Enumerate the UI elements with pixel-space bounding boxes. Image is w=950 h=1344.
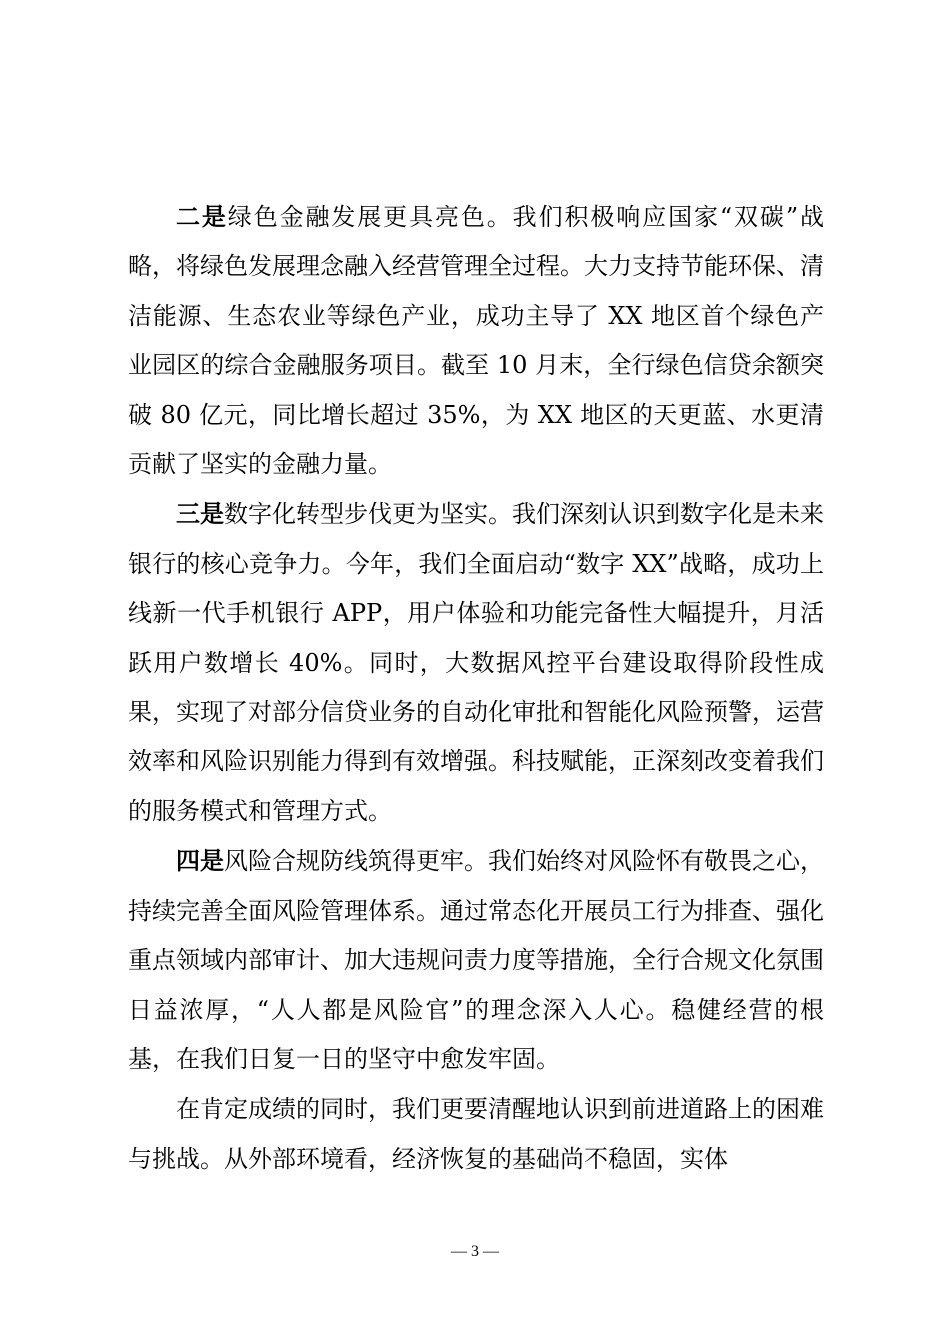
paragraph-text: 数字化转型步伐更为坚实。我们深刻认识到数字化是未来银行的核心竞争力。今年，我们全面启动“数字 XX”战略，成功上线新一代手机银行 APP，用户体验和功能完备性大幅提升，月活跃用户数增长 40%。同时，大数据风控平台建设取得阶段性成果，实现了对部分信贷业务的自动化审批和智能化风险预警，运营效率和风险识别能力得到有效增强。科技赋能，正深刻改变着我们的服务模式和管理方式。 (128, 500, 824, 825)
paragraph-lead: 四是 (176, 846, 224, 876)
paragraph-lead: 三是 (176, 499, 224, 529)
paragraph-text: 风险合规防线筑得更牢。我们始终对风险怀有敬畏之心，持续完善全面风险管理体系。通过常态化开展员工行为排查、强化重点领域内部审计、加大违规问责力度等措施，全行合规文化氛围日益浓厚，“人人都是风险官”的理念深入人心。稳健经营的根基，在我们日复一日的坚守中愈发牢固。 (128, 847, 824, 1073)
paragraph-lead: 二是 (176, 202, 228, 231)
paragraph-risk-compliance (128, 836, 824, 1084)
paragraph-text: 在肯定成绩的同时，我们更要清醒地认识到前进道路上的困难与挑战。从外部环境看，经济恢复的基础尚不稳固，实体 (128, 1095, 824, 1173)
page-number: — 3 — (451, 1243, 499, 1260)
paragraph-challenges (128, 1084, 824, 1184)
paragraph-digital-transformation (128, 489, 824, 836)
paragraph-green-finance (128, 192, 824, 489)
document-body (128, 192, 824, 1184)
paragraph-text: 绿色金融发展更具亮色。我们积极响应国家“双碳”战略，将绿色发展理念融入经营管理全过程。大力支持节能环保、清洁能源、生态农业等绿色产业，成功主导了 XX 地区首个绿色产业园区的综合金融服务项目。截至 10 月末，全行绿色信贷余额突破 80 亿元，同比增长超过 35%，为 XX 地区的天更蓝、水更清贡献了坚实的金融力量。 (128, 203, 824, 479)
